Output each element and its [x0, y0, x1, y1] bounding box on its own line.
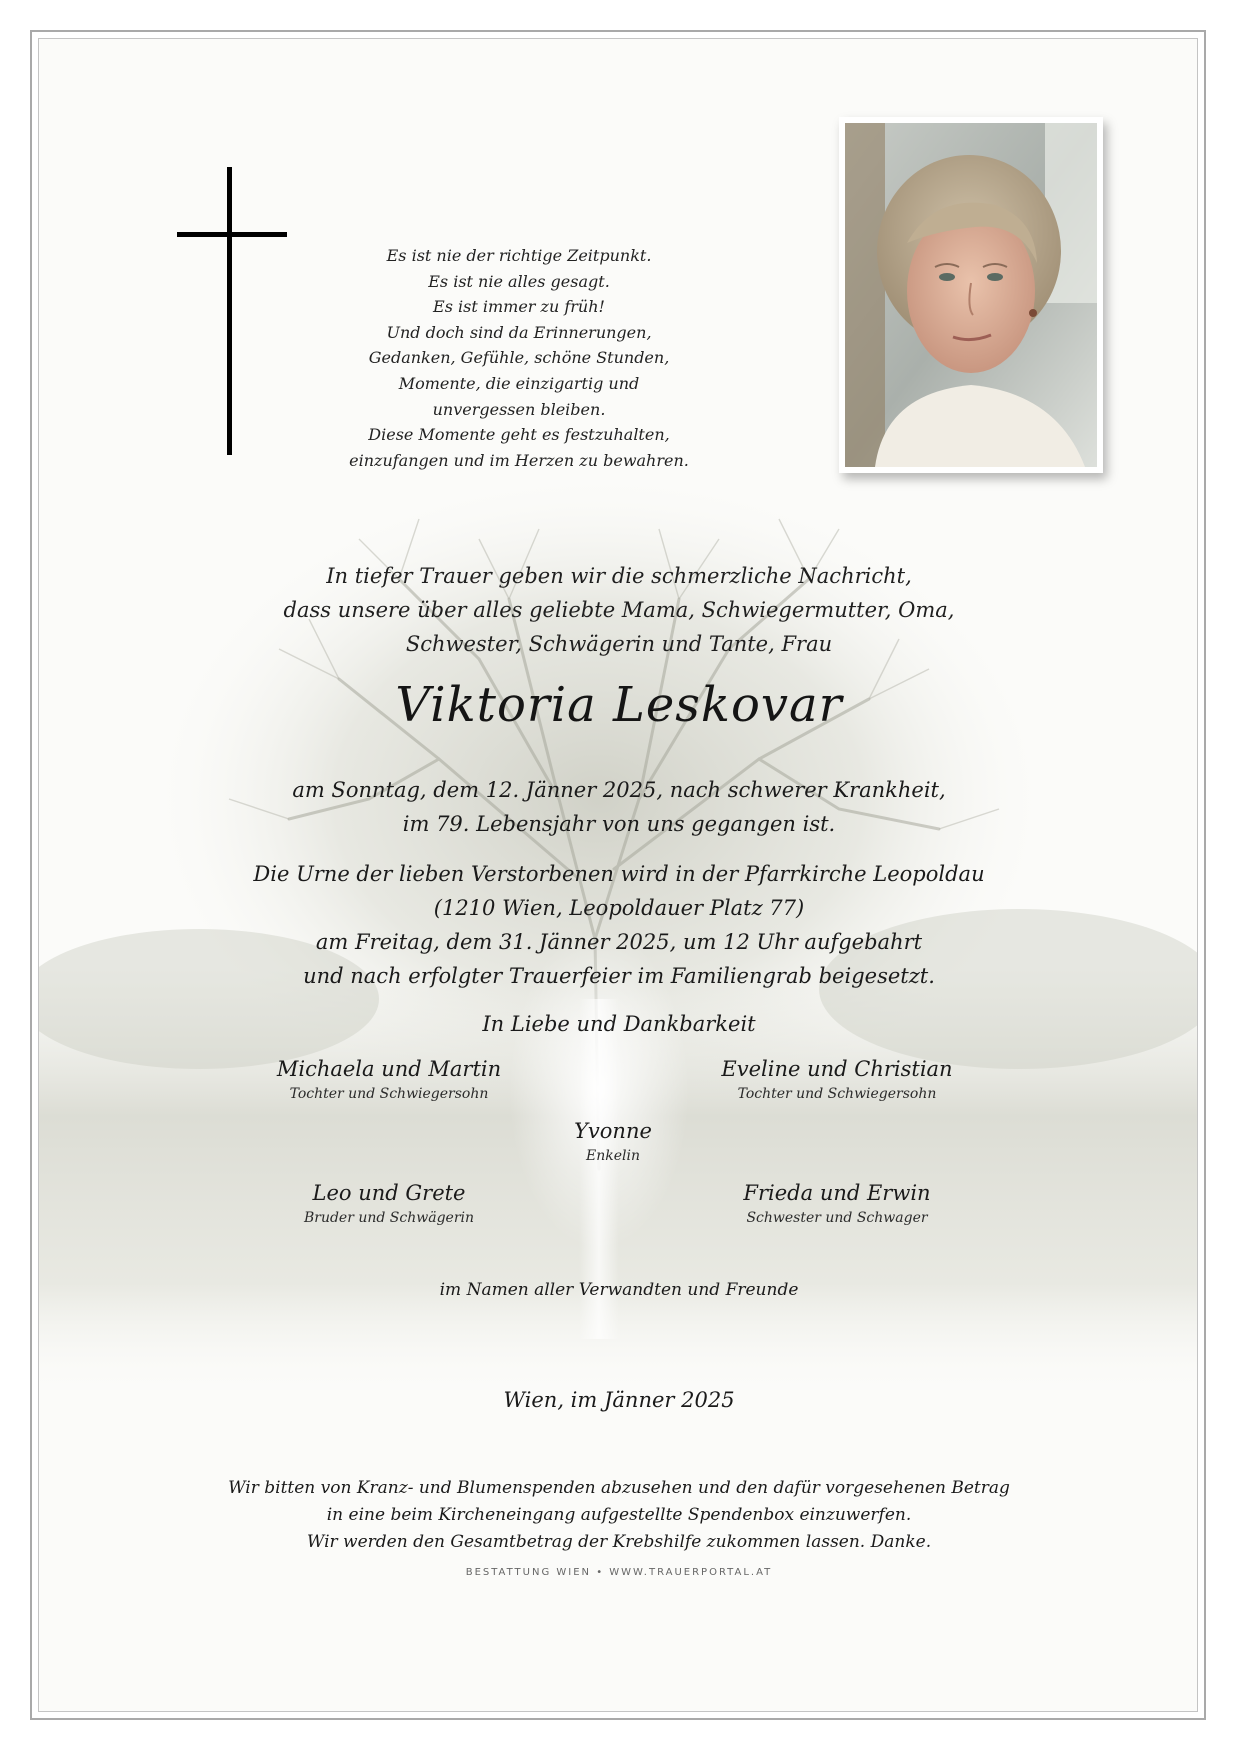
- place-date: Wien, im Jänner 2025: [503, 1388, 735, 1412]
- funeral-line: (1210 Wien, Leopoldauer Platz 77): [433, 896, 805, 920]
- mentioning-line: im Namen aller Verwandten und Freunde: [439, 1280, 799, 1300]
- passing-line: am Sonntag, dem 12. Jänner 2025, nach schwerer Krankheit,: [292, 778, 946, 802]
- poem-line: Gedanken, Gefühle, schöne Stunden,: [368, 348, 670, 368]
- mourner-name: Leo und Grete: [312, 1181, 466, 1205]
- poem-line: Es ist nie alles gesagt.: [428, 271, 610, 291]
- announcement-line: Schwester, Schwägerin und Tante, Frau: [405, 632, 833, 656]
- mourner-relation: Schwester und Schwager: [746, 1210, 928, 1226]
- mourner: [209, 1055, 569, 1105]
- donation-request: [119, 1475, 1119, 1556]
- mourner-name: Michaela und Martin: [276, 1057, 502, 1081]
- poem-line: einzufangen und im Herzen zu bewahren.: [349, 450, 689, 470]
- passing-line: im 79. Lebensjahr von uns gegangen ist.: [402, 812, 836, 836]
- inner-frame: [38, 38, 1198, 1712]
- mourner: [209, 1179, 569, 1229]
- poem-line: Und doch sind da Erinnerungen,: [386, 322, 652, 342]
- cross-icon: [177, 167, 287, 457]
- mourner: [657, 1179, 1017, 1229]
- poem-line: Es ist immer zu früh!: [433, 297, 605, 317]
- mourner-relation: Tochter und Schwiegersohn: [289, 1086, 489, 1102]
- poem: [279, 243, 759, 473]
- footer-credit: BESTATTUNG WIEN • WWW.TRAUERPORTAL.AT: [465, 1567, 773, 1578]
- mourner: [657, 1055, 1017, 1105]
- poem-line: Momente, die einzigartig und: [398, 373, 640, 393]
- portrait-photo: [845, 123, 1097, 467]
- request-line: in eine beim Kircheneingang aufgestellte Spendenbox einzuwerfen.: [326, 1505, 912, 1525]
- mourner-relation: Bruder und Schwägerin: [303, 1210, 475, 1226]
- funeral-line: Die Urne der lieben Verstorbenen wird in der Pfarrkirche Leopoldau: [253, 862, 985, 886]
- mourner-name: Eveline und Christian: [721, 1057, 953, 1081]
- poem-line: unvergessen bleiben.: [432, 399, 606, 419]
- mourner-relation: Tochter und Schwiegersohn: [737, 1086, 937, 1102]
- portrait-frame: [839, 117, 1103, 473]
- mourner-name: Yvonne: [574, 1119, 652, 1143]
- funeral-line: und nach erfolgter Trauerfeier im Familiengrab beigesetzt.: [303, 964, 935, 988]
- deceased-name: Viktoria Leskovar: [395, 677, 843, 733]
- poem-line: Es ist nie der richtige Zeitpunkt.: [386, 246, 652, 265]
- funeral-line: am Freitag, dem 31. Jänner 2025, um 12 Uhr aufgebahrt: [315, 930, 923, 954]
- mourner-name: Frieda und Erwin: [743, 1181, 931, 1205]
- announcement-line: In tiefer Trauer geben wir die schmerzliche Nachricht,: [326, 564, 912, 588]
- mourner-relation: Enkelin: [586, 1148, 640, 1164]
- announcement-line: dass unsere über alles geliebte Mama, Schwiegermutter, Oma,: [283, 598, 955, 622]
- passing-info: [169, 773, 1069, 841]
- announcement: [169, 559, 1069, 661]
- funeral-info: [169, 857, 1069, 993]
- request-line: Wir bitten von Kranz- und Blumenspenden abzusehen und den dafür vorgesehenen Betrag: [228, 1478, 1010, 1498]
- mourner: [433, 1117, 793, 1167]
- request-line: Wir werden den Gesamtbetrag der Krebshilfe zukommen lassen. Danke.: [306, 1532, 932, 1552]
- poem-line: Diese Momente geht es festzuhalten,: [368, 425, 670, 445]
- love-line: In Liebe und Dankbarkeit: [482, 1012, 756, 1036]
